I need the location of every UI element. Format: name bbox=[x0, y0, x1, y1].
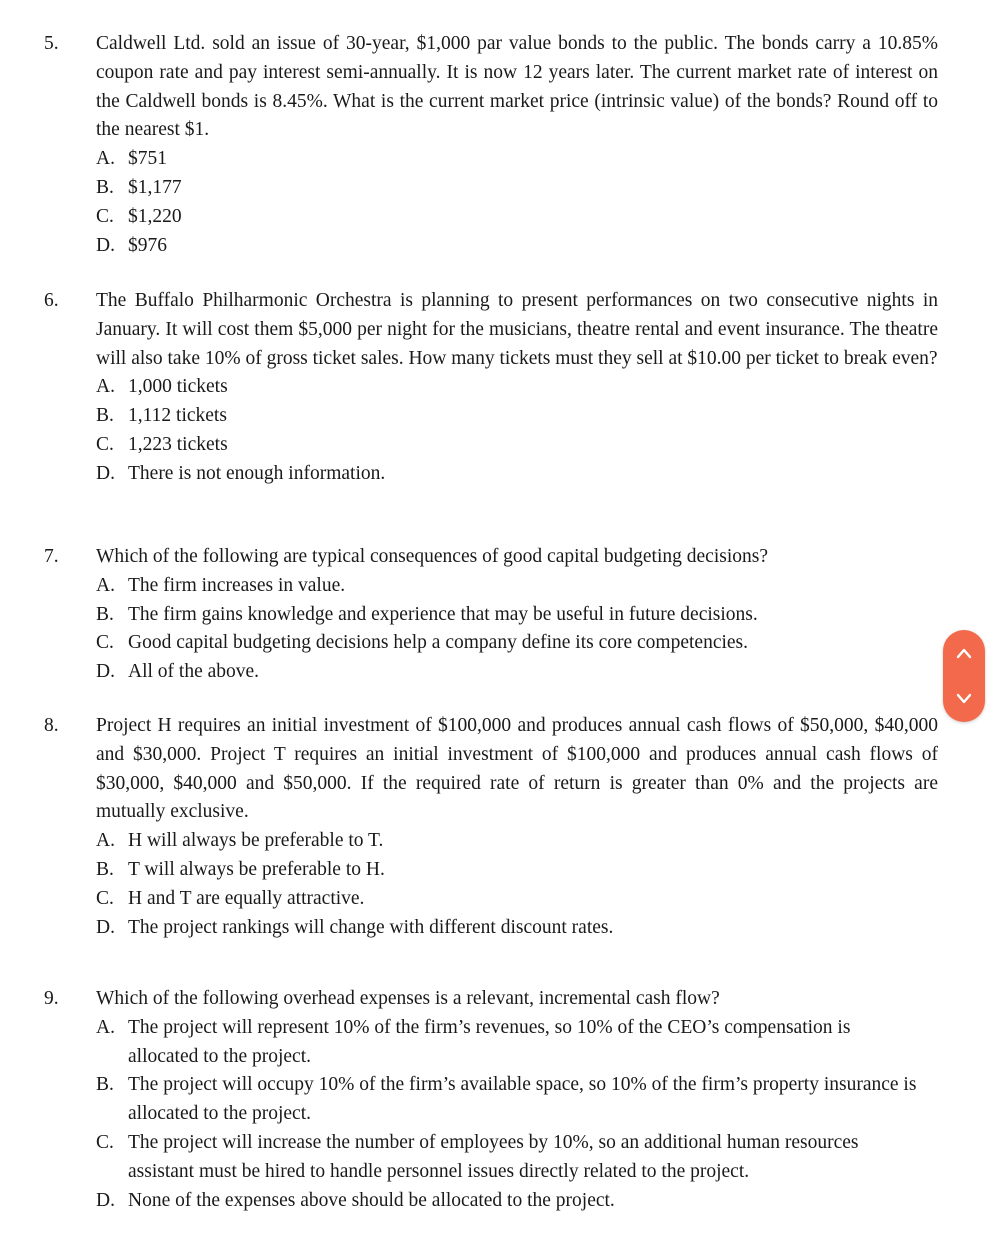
option-text: Good capital budgeting decisions help a company define its core competencies. bbox=[128, 632, 749, 654]
answer-option-b bbox=[96, 856, 938, 885]
option-letter: A. bbox=[96, 574, 115, 596]
question-number: 5. bbox=[44, 33, 59, 54]
option-text: 1,112 tickets bbox=[128, 405, 227, 427]
answer-option-a bbox=[96, 373, 938, 402]
option-text: The project will represent 10% of the firm’s revenues, so 10% of the CEO’s compensation is allocated to the project. bbox=[128, 1016, 851, 1067]
question-number: 9. bbox=[44, 988, 59, 1009]
answer-option-c bbox=[96, 629, 938, 658]
answer-option-a bbox=[96, 572, 938, 601]
answer-option-d bbox=[96, 658, 938, 687]
answer-options bbox=[96, 827, 938, 942]
option-letter: C. bbox=[96, 433, 114, 455]
question-stem: The Buffalo Philharmonic Orchestra is planning to present performances on two consecutive nights in January. It will cost them $5,000 per night for the musicians, theatre rental and event insurance. The theatre will also take 10% of gross ticket sales. How many tickets must they sell at $10.00 per ticket to break even? bbox=[96, 290, 938, 369]
option-text: H and T are equally attractive. bbox=[128, 887, 365, 909]
option-letter: A. bbox=[96, 148, 115, 170]
page-nav-pill bbox=[943, 630, 985, 722]
option-text: None of the expenses above should be allocated to the project. bbox=[128, 1189, 615, 1211]
answer-options bbox=[96, 373, 938, 488]
answer-option-a bbox=[96, 827, 938, 856]
option-letter: D. bbox=[96, 916, 115, 938]
question-number: 8. bbox=[44, 715, 59, 736]
answer-option-b bbox=[96, 174, 938, 203]
option-text: All of the above. bbox=[128, 661, 260, 683]
question-body bbox=[96, 287, 938, 489]
option-letter: B. bbox=[96, 1074, 114, 1096]
answer-option-d bbox=[96, 232, 938, 261]
chevron-up-icon bbox=[956, 647, 972, 659]
answer-option-c bbox=[96, 203, 938, 232]
question-body bbox=[96, 985, 938, 1215]
option-letter: C. bbox=[96, 1131, 114, 1153]
answer-option-b bbox=[96, 1071, 938, 1129]
answer-options bbox=[96, 1014, 938, 1216]
chevron-down-icon bbox=[956, 693, 972, 705]
option-letter: B. bbox=[96, 858, 114, 880]
option-text: The firm gains knowledge and experience that may be useful in future decisions. bbox=[128, 603, 758, 625]
answer-option-a bbox=[96, 1014, 938, 1072]
option-letter: B. bbox=[96, 603, 114, 625]
option-letter: A. bbox=[96, 376, 115, 398]
option-text: The project will occupy 10% of the firm’s available space, so 10% of the firm’s property insurance is allocated to the project. bbox=[128, 1074, 917, 1125]
next-button[interactable] bbox=[943, 676, 985, 722]
option-text: 1,223 tickets bbox=[128, 433, 228, 455]
option-letter: D. bbox=[96, 462, 115, 484]
answer-option-c bbox=[96, 431, 938, 460]
answer-option-a bbox=[96, 145, 938, 174]
option-letter: D. bbox=[96, 1189, 115, 1211]
question-stem: Which of the following are typical consequences of good capital budgeting decisions? bbox=[96, 546, 768, 567]
option-letter: B. bbox=[96, 405, 114, 427]
previous-button[interactable] bbox=[943, 630, 985, 676]
option-letter: B. bbox=[96, 176, 114, 198]
question-number: 6. bbox=[44, 290, 59, 311]
option-text: $1,177 bbox=[128, 176, 182, 198]
option-letter: C. bbox=[96, 632, 114, 654]
question-body bbox=[96, 712, 938, 942]
answer-option-c bbox=[96, 885, 938, 914]
option-text: $751 bbox=[128, 148, 167, 170]
question-stem: Project H requires an initial investment of $100,000 and produces annual cash flows of $50,000, $40,000 and $30,000. Project T requires an initial investment of $100,000 and produces annual cash flows of $30,000, $40,000 and $50,000. If the required rate of return is greater than 0% and the projects are mutually exclusive. bbox=[96, 715, 938, 823]
option-letter: D. bbox=[96, 661, 115, 683]
option-text: There is not enough information. bbox=[128, 462, 386, 484]
option-text: T will always be preferable to H. bbox=[128, 858, 385, 880]
question-stem: Caldwell Ltd. sold an issue of 30-year, $1,000 par value bonds to the public. The bonds carry a 10.85% coupon rate and pay interest semi-annually. It is now 12 years later. The current market rate of interest on the Caldwell bonds is 8.45%. What is the current market price (intrinsic value) of the bonds? Round off to the nearest $1. bbox=[96, 33, 938, 141]
question-body bbox=[96, 543, 938, 687]
option-text: The firm increases in value. bbox=[128, 574, 346, 596]
option-text: 1,000 tickets bbox=[128, 376, 228, 398]
answer-option-b bbox=[96, 402, 938, 431]
option-letter: C. bbox=[96, 887, 114, 909]
option-letter: A. bbox=[96, 1016, 115, 1038]
question-stem: Which of the following overhead expenses is a relevant, incremental cash flow? bbox=[96, 988, 720, 1009]
answer-option-d bbox=[96, 914, 938, 943]
option-text: $1,220 bbox=[128, 205, 182, 227]
option-text: H will always be preferable to T. bbox=[128, 830, 384, 852]
option-text: The project rankings will change with different discount rates. bbox=[128, 916, 614, 938]
option-text: $976 bbox=[128, 234, 167, 256]
answer-option-b bbox=[96, 601, 938, 630]
option-text: The project will increase the number of employees by 10%, so an additional human resources assistant must be hired to handle personnel issues directly related to the project. bbox=[128, 1131, 859, 1182]
answer-options bbox=[96, 145, 938, 260]
question-body bbox=[96, 30, 938, 260]
answer-option-d bbox=[96, 1187, 938, 1216]
question-number: 7. bbox=[44, 546, 59, 567]
answer-option-d bbox=[96, 460, 938, 489]
option-letter: A. bbox=[96, 830, 115, 852]
option-letter: D. bbox=[96, 234, 115, 256]
option-letter: C. bbox=[96, 205, 114, 227]
answer-option-c bbox=[96, 1129, 938, 1187]
answer-options bbox=[96, 572, 938, 687]
